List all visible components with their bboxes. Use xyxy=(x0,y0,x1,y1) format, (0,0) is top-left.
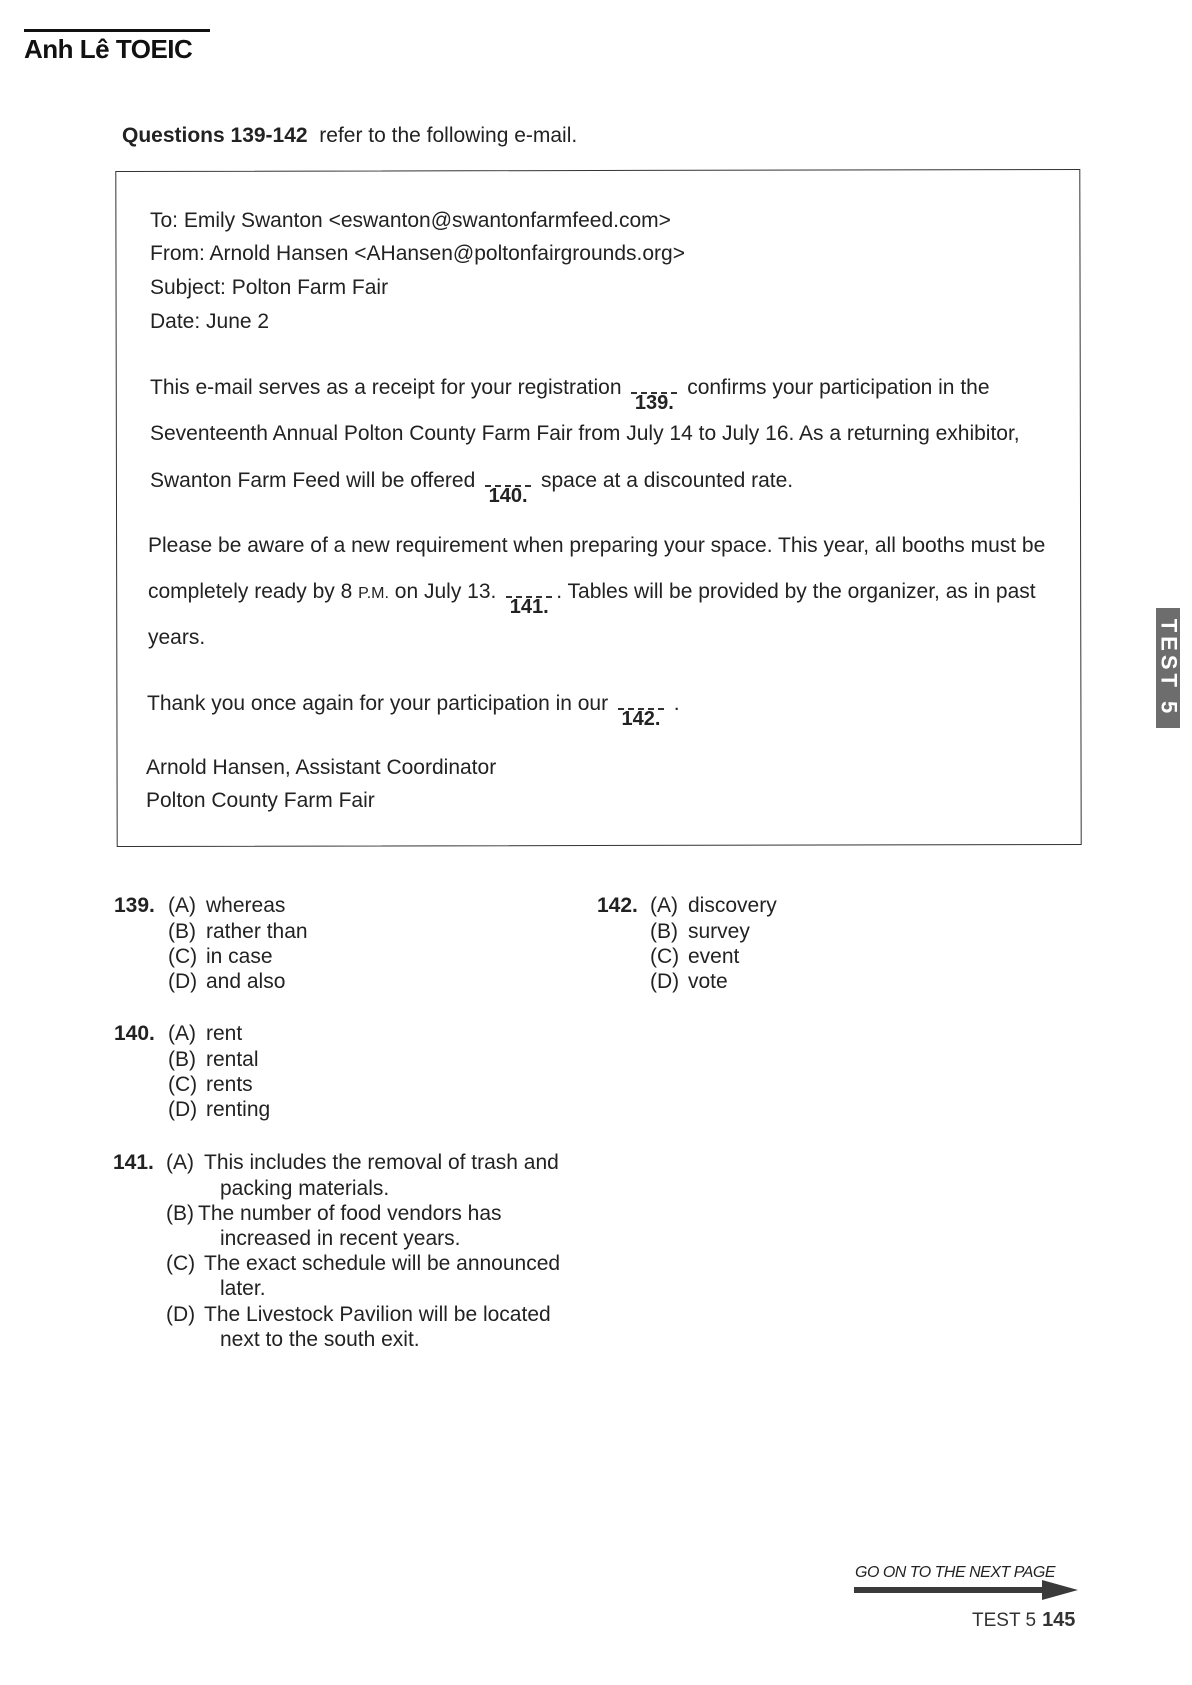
email-paragraph-1-line-1 xyxy=(150,376,990,414)
question-140 xyxy=(114,1022,534,1132)
option-141-c-continued: later. xyxy=(220,1277,266,1300)
option-text: and also xyxy=(206,970,286,993)
blank-139 xyxy=(631,380,677,414)
option-141-b[interactable] xyxy=(166,1202,502,1226)
questions-intro xyxy=(122,124,577,148)
option-140-c[interactable] xyxy=(168,1073,253,1097)
option-text: rents xyxy=(206,1073,253,1096)
option-letter: (B) xyxy=(650,920,678,943)
option-141-d-continued: next to the south exit. xyxy=(220,1328,420,1351)
option-letter: (C) xyxy=(168,1073,198,1096)
question-142 xyxy=(597,894,897,1004)
option-text: event xyxy=(688,945,740,968)
option-letter: (C) xyxy=(166,1252,196,1275)
option-letter: (D) xyxy=(168,1098,198,1121)
option-letter: (B) xyxy=(166,1202,194,1225)
pm-abbrev: P.M. xyxy=(358,585,389,602)
option-text: in case xyxy=(206,945,273,968)
blank-number: 141. xyxy=(509,596,549,618)
option-142-c[interactable] xyxy=(650,945,739,969)
email-paragraph-2-line-1: Please be aware of a new requirement when preparing your space. This year, all booths must be xyxy=(148,534,1046,557)
option-139-d[interactable] xyxy=(168,970,285,994)
question-number: 139. xyxy=(114,894,155,917)
blank-number: 140. xyxy=(488,485,528,507)
text: . xyxy=(673,692,680,715)
text: confirms your participation in the xyxy=(687,376,990,399)
text: completely ready by 8 xyxy=(148,580,353,603)
option-letter: (C) xyxy=(650,945,680,968)
option-139-c[interactable] xyxy=(168,945,273,969)
folio-test: TEST 5 xyxy=(972,1610,1037,1631)
option-letter: (A) xyxy=(650,894,678,917)
option-text: survey xyxy=(688,920,750,943)
option-141-c[interactable] xyxy=(166,1252,560,1276)
side-tab-test-5 xyxy=(1156,608,1180,728)
option-text: The exact schedule will be announced xyxy=(204,1252,561,1275)
option-142-d[interactable] xyxy=(650,970,728,994)
option-letter: (D) xyxy=(168,970,198,993)
option-141-b-continued: increased in recent years. xyxy=(220,1227,461,1250)
option-142-b[interactable] xyxy=(650,920,750,944)
option-letter: (B) xyxy=(168,920,196,943)
question-141 xyxy=(113,1151,583,1361)
intro-text: refer to the following e-mail. xyxy=(319,124,578,147)
text: This e-mail serves as a receipt for your registration xyxy=(150,376,622,399)
email-to: To: Emily Swanton <eswanton@swantonfarmfeed.com> xyxy=(150,209,671,232)
signature-organization: Polton County Farm Fair xyxy=(146,789,375,812)
text: . Tables will be provided by the organizer, as in past xyxy=(556,580,1036,603)
email-box xyxy=(115,169,1081,847)
option-141-a[interactable] xyxy=(166,1151,559,1175)
email-paragraph-3 xyxy=(147,692,680,730)
option-letter: (C) xyxy=(168,945,198,968)
email-paragraph-1-line-2: Seventeenth Annual Polton County Farm Fair from July 14 to July 16. As a returning exhibitor, xyxy=(150,422,1020,445)
blank-142 xyxy=(618,696,664,730)
text: Thank you once again for your participation in our xyxy=(147,692,609,715)
option-text: vote xyxy=(688,970,728,993)
option-text: The Livestock Pavilion will be located xyxy=(204,1303,551,1326)
option-letter: (A) xyxy=(166,1151,194,1174)
side-tab-label: TEST 5 xyxy=(1156,618,1182,718)
option-letter: (D) xyxy=(650,970,680,993)
option-140-d[interactable] xyxy=(168,1098,270,1122)
brand-rule xyxy=(24,29,210,32)
blank-number: 139. xyxy=(634,392,674,414)
email-subject: Subject: Polton Farm Fair xyxy=(150,276,389,299)
email-paragraph-1-line-3 xyxy=(150,469,794,507)
arrow-right-icon xyxy=(854,1580,1080,1600)
option-142-a[interactable] xyxy=(650,894,777,918)
text: space at a discounted rate. xyxy=(540,469,794,492)
option-text: This includes the removal of trash and xyxy=(204,1151,559,1174)
option-140-b[interactable] xyxy=(168,1048,259,1072)
page-number: 145 xyxy=(1042,1609,1076,1631)
option-139-a[interactable] xyxy=(168,894,285,918)
email-paragraph-2-line-3: years. xyxy=(148,626,206,649)
next-page-note: GO ON TO THE NEXT PAGE xyxy=(855,1564,1055,1581)
email-from: From: Arnold Hansen <AHansen@poltonfairgrounds.org> xyxy=(150,242,685,265)
brand-title: Anh Lê TOEIC xyxy=(24,34,193,64)
blank-141 xyxy=(506,584,552,618)
option-text: rent xyxy=(206,1022,243,1045)
page-folio xyxy=(972,1609,1075,1632)
option-text: discovery xyxy=(688,894,777,917)
signature-name: Arnold Hansen, Assistant Coordinator xyxy=(146,756,497,779)
option-141-a-continued: packing materials. xyxy=(220,1177,390,1200)
text: Swanton Farm Feed will be offered xyxy=(150,469,476,492)
option-text: rather than xyxy=(206,920,308,943)
option-letter: (A) xyxy=(168,894,196,917)
question-number: 142. xyxy=(597,894,638,917)
option-letter: (D) xyxy=(166,1303,196,1326)
option-140-a[interactable] xyxy=(168,1022,242,1046)
option-letter: (B) xyxy=(168,1048,196,1071)
question-139 xyxy=(114,894,534,1004)
option-text: whereas xyxy=(206,894,286,917)
text: on July 13. xyxy=(394,580,497,603)
option-letter: (A) xyxy=(168,1022,196,1045)
option-text: The number of food vendors has xyxy=(198,1202,502,1225)
question-number: 140. xyxy=(114,1022,155,1045)
question-range: Questions 139-142 xyxy=(122,124,308,147)
email-date: Date: June 2 xyxy=(150,310,270,333)
option-text: renting xyxy=(206,1098,271,1121)
option-139-b[interactable] xyxy=(168,920,308,944)
email-paragraph-2-line-2 xyxy=(148,580,1036,618)
blank-number: 142. xyxy=(621,708,661,730)
question-number: 141. xyxy=(113,1151,154,1174)
option-141-d[interactable] xyxy=(166,1303,551,1327)
blank-140 xyxy=(485,473,531,507)
option-text: rental xyxy=(206,1048,259,1071)
